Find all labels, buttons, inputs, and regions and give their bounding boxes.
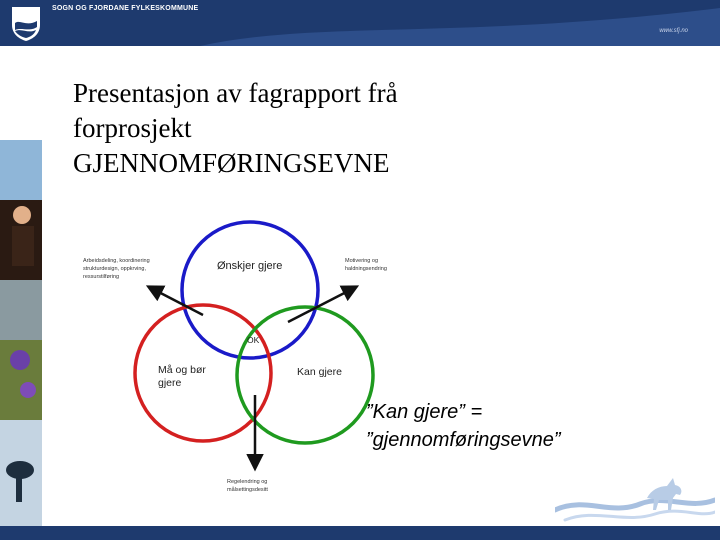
label-ok: OK [247, 335, 260, 345]
side-photo-strip [0, 140, 42, 530]
arrow-right [288, 287, 356, 322]
label-can: Kan gjere [297, 366, 342, 378]
quote-line-1: ”Kan gjere” = [366, 401, 483, 423]
title-line-3: GJENNOMFØRINGSEVNE [73, 148, 390, 178]
header-wave-decoration [200, 0, 720, 46]
quote-line-2: ”gjennomføringsevne” [366, 429, 561, 451]
annotation-left: Arbeidsdeling, koordinering strukturdesign, oppkrving, ressurstilføring [83, 258, 150, 280]
side-photo-collage [0, 140, 42, 530]
horse-wave-logo-icon [555, 468, 715, 524]
slide-title [73, 76, 593, 181]
label-must-line-2: gjere [158, 377, 182, 389]
county-shield-icon [6, 3, 46, 43]
annotation-bottom: Regelendring og målsettingsdesitt [227, 479, 268, 493]
footer-bar [0, 526, 720, 540]
header-url: www.sfj.no [659, 28, 688, 34]
label-wishes: Ønskjer gjere [217, 260, 283, 272]
annotation-right: Motivering og haldningsendring [345, 258, 387, 272]
title-line-2: forprosjekt [73, 113, 192, 143]
title-line-1: Presentasjon av fagrapport frå [73, 78, 398, 108]
venn-diagram [75, 215, 475, 505]
organization-name: SOGN OG FJORDANE FYLKESKOMMUNE [52, 5, 199, 12]
label-must-line-1: Må og bør [158, 364, 206, 376]
quote-text [366, 398, 561, 454]
header-bar [0, 0, 720, 46]
